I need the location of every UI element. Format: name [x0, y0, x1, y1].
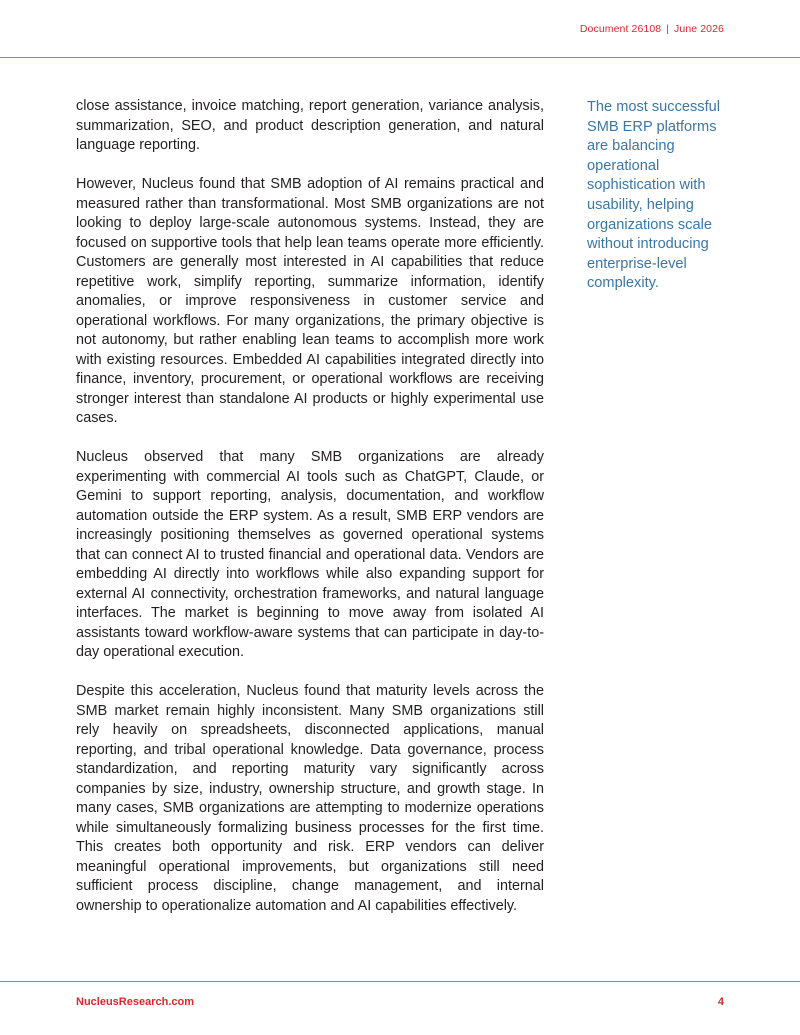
header-divider	[0, 57, 800, 58]
document-meta	[580, 23, 724, 35]
body-paragraph: Despite this acceleration, Nucleus found that maturity levels across the SMB market remain highly inconsistent. Many SMB organizations still rely heavily on spreadsheets, disconnected applications, manual reporting, and tribal operational knowledge. Data governance, process standardization, and reporting maturity vary significantly across companies by size, industry, ownership structure, and growth stage. In many cases, SMB organizations are attempting to modernize operations while simultaneously formalizing business processes for the first time. This creates both opportunity and risk. ERP vendors can deliver meaningful operational improvements, but organizations still need sufficient process discipline, change management, and internal ownership to operationalize automation and AI capabilities effectively.	[76, 683, 544, 914]
body-paragraph: However, Nucleus found that SMB adoption of AI remains practical and measured rather than transformational. Most SMB organizations are not looking to deploy large-scale autonomous systems. Instead, they are focused on supportive tools that help lean teams operate more efficiently. Customers are generally most interested in AI capabilities that reduce repetitive work, simplify reporting, summarize information, identify anomalies, or improve responsiveness in customer service and operational workflows. For many organizations, the primary objective is not autonomy, but rather enabling lean teams to accomplish more work with existing resources. Embedded AI capabilities integrated directly into finance, inventory, procurement, or operational workflows are receiving stronger interest than standalone AI products or highly experimental use cases.	[76, 176, 544, 426]
body-paragraph: Nucleus observed that many SMB organizations are already experimenting with commercial AI tools such as ChatGPT, Claude, or Gemini to support reporting, analysis, documentation, and workflow automation outside the ERP system. As a result, SMB ERP vendors are increasingly positioning themselves as governed operational systems that can connect AI to trusted financial and operational data. Vendors are embedding AI directly into workflows while also expanding support for external AI connectivity, orchestration frameworks, and natural language interfaces. The market is beginning to move away from isolated AI assistants toward workflow-aware systems that can participate in day-to-day operational execution.	[76, 449, 544, 660]
footer-divider	[0, 981, 800, 982]
document-date: June 2026	[674, 23, 724, 35]
document-number: Document 26108	[579, 23, 662, 35]
body-paragraph: close assistance, invoice matching, report generation, variance analysis, summarization, SEO, and product description generation, and natural language reporting.	[76, 98, 544, 153]
body-text-column	[76, 97, 544, 936]
footer-website: NucleusResearch.com	[76, 996, 194, 1008]
meta-separator: |	[666, 23, 670, 35]
page-number: 4	[717, 996, 724, 1008]
pull-quote: The most successful SMB ERP platforms are balancing operational sophistication with usability, helping organizations scale without introducing enterprise-level complexity.	[587, 99, 721, 292]
